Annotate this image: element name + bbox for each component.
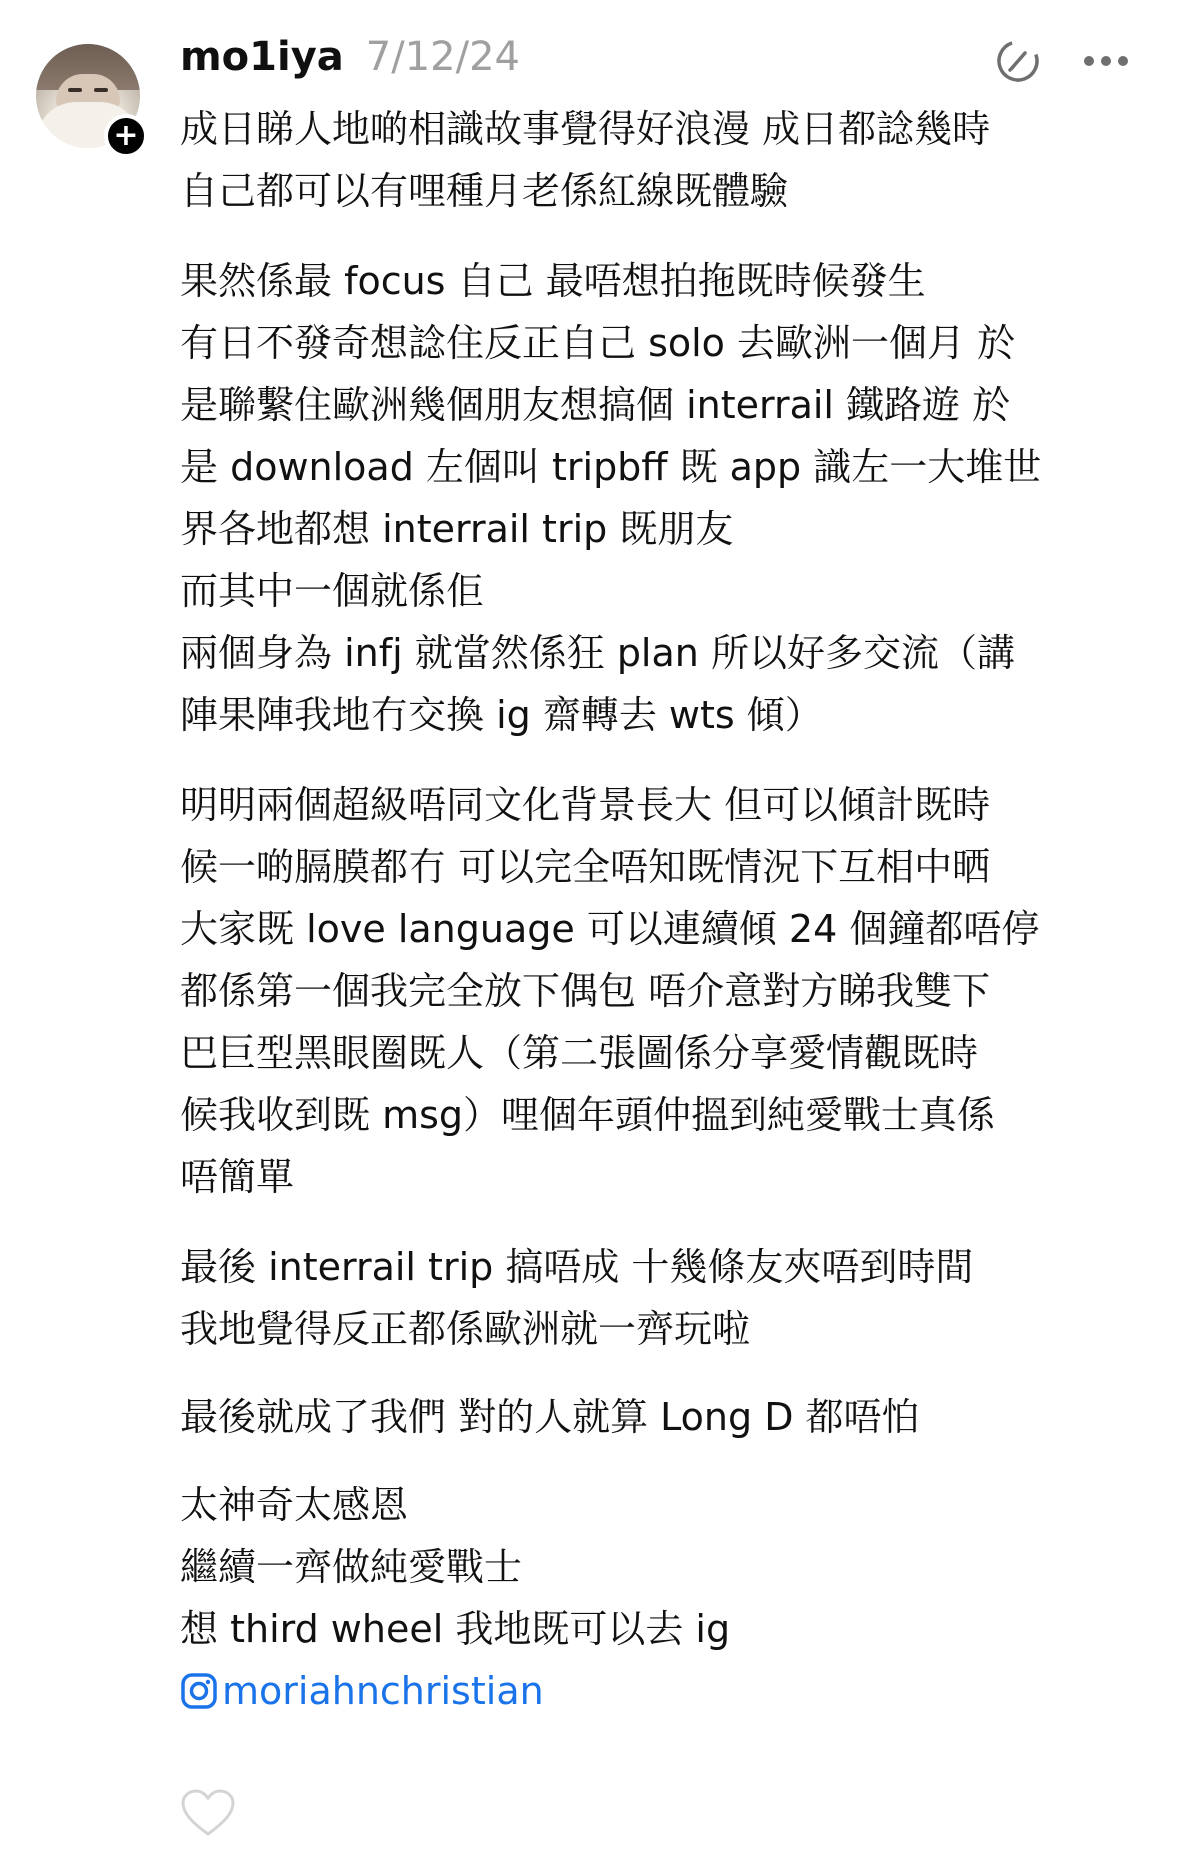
post-line: 巴巨型黑眼圈既人（第二張圖係分享愛情觀既時 [180, 1031, 979, 1075]
post-line: 候我收到既 msg）哩個年頭仲搵到純愛戰士真係 [180, 1093, 996, 1137]
instagram-mention-link[interactable] [180, 1660, 1140, 1722]
post-line: 明明兩個超級唔同文化背景長大 但可以傾計既時 [180, 783, 991, 827]
paragraph-gap [180, 746, 1140, 774]
post-line: 繼續一齊做純愛戰士 [180, 1545, 523, 1589]
post-line: 界各地都想 interrail trip 既朋友 [180, 507, 734, 551]
mention-handle[interactable]: moriahnchristian [222, 1669, 544, 1713]
post-line: 大家既 love language 可以連續傾 24 個鐘都唔停 [180, 907, 1040, 951]
post-line: 我地覺得反正都係歐洲就一齊玩啦 [180, 1307, 751, 1351]
post-line: 都係第一個我完全放下偶包 唔介意對方睇我雙下 [180, 969, 991, 1013]
more-dot [1084, 56, 1094, 66]
post-date: 7/12/24 [365, 34, 520, 80]
follow-button[interactable] [104, 114, 148, 158]
paragraph-gap [180, 1208, 1140, 1236]
post-line: 兩個身為 infj 就當然係狂 plan 所以好多交流（講 [180, 631, 1015, 675]
post-line: 陣果陣我地冇交換 ig 齋轉去 wts 傾） [180, 693, 823, 737]
more-dot [1101, 56, 1111, 66]
post-line: 最後就成了我們 對的人就算 Long D 都唔怕 [180, 1395, 920, 1439]
post-line: 而其中一個就係佢 [180, 569, 485, 613]
avatar-eye-right [94, 88, 108, 92]
instagram-icon [180, 1672, 218, 1710]
post-body [180, 98, 1140, 1722]
edit-icon[interactable] [995, 38, 1041, 84]
heart-icon[interactable] [180, 1788, 236, 1838]
post-line: 最後 interrail trip 搞唔成 十幾條友夾唔到時間 [180, 1245, 974, 1289]
username[interactable]: mo1iya [180, 34, 344, 80]
post-line: 自己都可以有哩種月老係紅線既體驗 [180, 169, 789, 213]
paragraph-gap [180, 222, 1140, 250]
paragraph-gap [180, 1360, 1140, 1386]
avatar-eye-left [68, 88, 82, 92]
plus-icon: + [113, 118, 139, 153]
post-line: 唔簡單 [180, 1155, 295, 1199]
more-dot [1118, 56, 1128, 66]
post-line: 想 third wheel 我地既可以去 ig [180, 1607, 731, 1651]
avatar-container[interactable] [36, 44, 140, 153]
post-line: 候一啲膈膜都冇 可以完全唔知既情況下互相中晒 [180, 845, 991, 889]
paragraph-gap [180, 1448, 1140, 1474]
post-header [180, 34, 520, 80]
post-line: 果然係最 focus 自己 最唔想拍拖既時候發生 [180, 259, 926, 303]
post-line: 太神奇太感恩 [180, 1483, 409, 1527]
post-line: 是 download 左個叫 tripbff 既 app 識左一大堆世 [180, 445, 1042, 489]
post-line: 有日不發奇想諗住反正自己 solo 去歐洲一個月 於 [180, 321, 1016, 365]
post-line: 是聯繫住歐洲幾個朋友想搞個 interrail 鐵路遊 於 [180, 383, 1011, 427]
post-line: 成日睇人地啲相識故事覺得好浪漫 成日都諗幾時 [180, 107, 991, 151]
more-icon[interactable] [1084, 46, 1128, 76]
